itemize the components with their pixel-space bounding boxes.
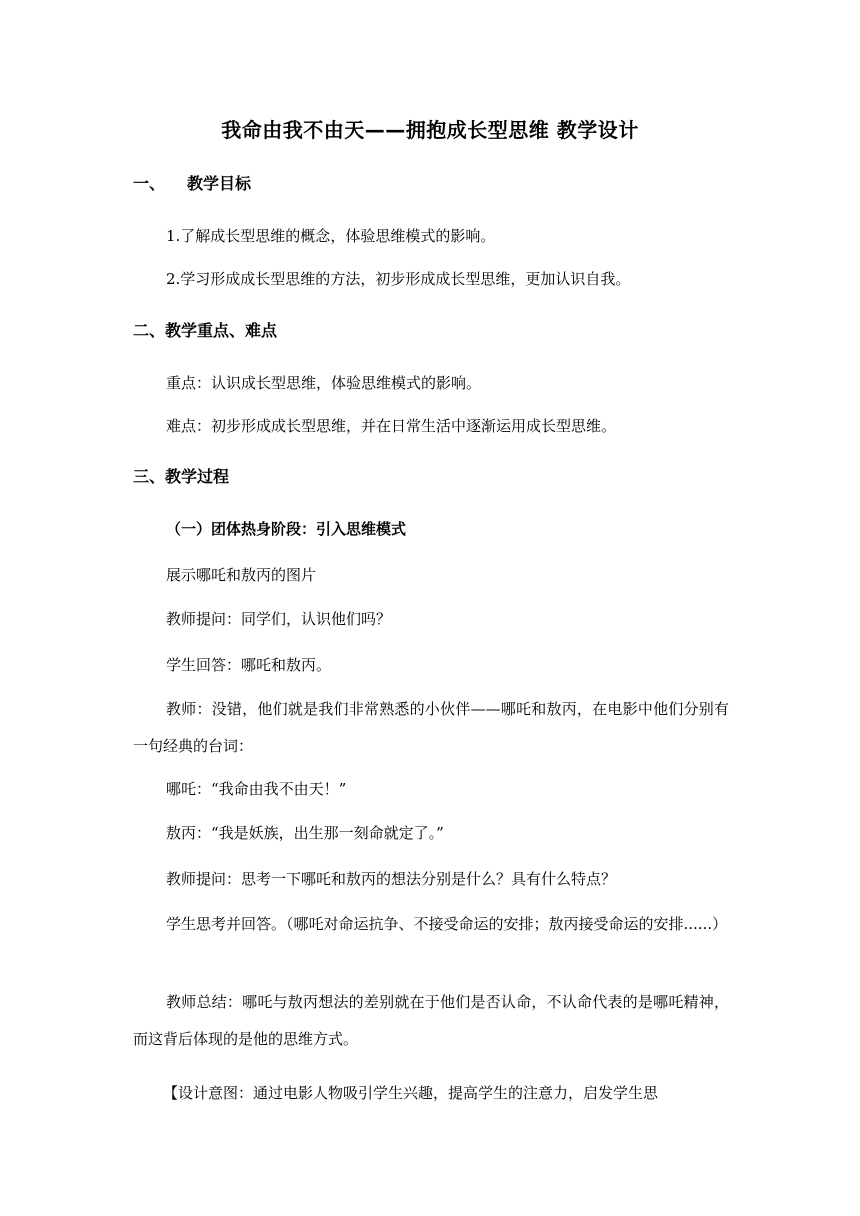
objective-item-1: 1.了解成长型思维的概念，体验思维模式的影响。 <box>166 227 496 245</box>
section-title: 教学目标 <box>187 174 252 193</box>
process-paragraph: 教师总结：哪吒与敖丙想法的差别就在于他们是否认命，不认命代表的是哪吒精神，而这背后体现的是他的思维方式。 <box>133 993 729 1048</box>
process-paragraph: 学生思考并回答。（哪吒对命运抗争、不接受命运的安排；敖丙接受命运的安排......） <box>166 915 728 933</box>
difficulty-item: 难点：初步形成成长型思维，并在日常生活中逐渐运用成长型思维。 <box>166 417 617 435</box>
process-paragraph: 学生回答：哪吒和敖丙。 <box>166 656 332 674</box>
section-heading-key-points: 二、教学重点、难点 <box>133 321 278 340</box>
process-paragraph: 敖丙：“我是妖族，出生那一刻命就定了。” <box>166 824 444 842</box>
section-number: 一、 <box>133 174 166 193</box>
objective-item-2: 2.学习形成成长型思维的方法，初步形成成长型思维，更加认识自我。 <box>166 270 631 288</box>
section-heading-objectives <box>133 173 251 195</box>
process-paragraph: 教师提问：思考一下哪吒和敖丙的想法分别是什么？具有什么特点？ <box>166 870 617 888</box>
key-point-item: 重点：认识成长型思维，体验思维模式的影响。 <box>166 374 482 392</box>
section-heading-process: 三、教学过程 <box>133 467 230 486</box>
process-paragraph: 教师：没错，他们就是我们非常熟悉的小伙伴——哪吒和敖丙，在电影中他们分别有一句经典的台词： <box>133 700 729 755</box>
process-subheading: （一）团体热身阶段：引入思维模式 <box>166 520 407 538</box>
process-paragraph: 哪吒：“我命由我不由天！” <box>166 780 347 798</box>
process-paragraph: 教师提问：同学们，认识他们吗？ <box>166 610 392 628</box>
design-intent-paragraph: 【设计意图：通过电影人物吸引学生兴趣，提高学生的注意力，启发学生思 <box>163 1084 659 1102</box>
process-paragraph: 展示哪吒和敖丙的图片 <box>166 566 317 584</box>
document-title: 我命由我不由天——拥抱成长型思维 教学设计 <box>221 118 639 142</box>
